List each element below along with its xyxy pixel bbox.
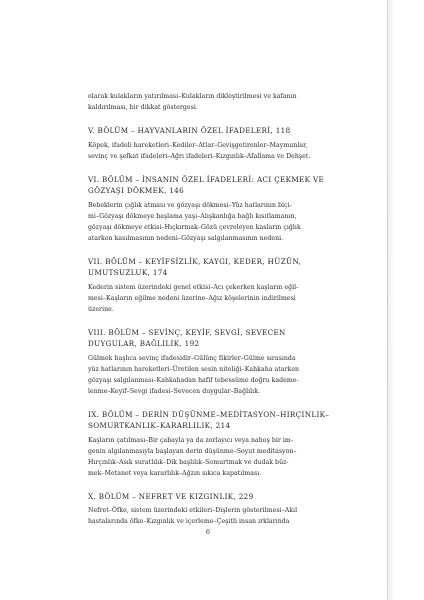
- section-heading: IX. BÖLÜM – DERİN DÜŞÜNME–MEDİTASYON–HIRÇINLIK–SOMURTKANLIK–KARARLILIK, 214: [88, 409, 330, 430]
- summary-line: lenme–Keyif–Sevgi ifadesi–Sevecen duygular–Bağlılık.: [88, 387, 261, 395]
- section-summary: [88, 435, 332, 479]
- summary-line: üzerine.: [88, 305, 114, 313]
- section-heading: VI. BÖLÜM – İNSANIN ÖZEL İFADELERİ: ACI ÇEKMEK VE GÖZYAŞI DÖKMEK, 146: [88, 174, 325, 195]
- summary-line: Kaşların çatılması–Bir çabayla ya da zorlayıcı veya nahoş bir im-: [88, 436, 293, 444]
- page-gutter-line: [387, 0, 388, 600]
- section-summary: [88, 505, 332, 527]
- toc-section-ix: [88, 409, 332, 479]
- summary-line: Köpek, ifadeli hareketleri–Kediler–Atlar–Gevişgetirenler–Maymunlar,: [88, 141, 308, 149]
- summary-line: mek–Metanet veya kararlılık–Ağzın sıkıca kapatılması.: [88, 469, 262, 477]
- table-of-contents: [88, 91, 332, 527]
- summary-line: genin algılanmasıyla başlayan derin düşünme–Soyut meditasyon–: [88, 447, 297, 455]
- page-gutter-shade: [388, 0, 394, 600]
- summary-line: Gülmek başlıca sevinç ifadesidir–Gülünç fikirler–Gülme sırasında: [88, 354, 296, 362]
- section-summary: [88, 353, 332, 397]
- section-summary: [88, 200, 332, 244]
- summary-line: Hırçınlık–Asık suratlılık–Dik başlılık–Somurtmak ve dudak büz-: [88, 458, 289, 466]
- section-summary: [88, 282, 332, 315]
- toc-section-v: [88, 125, 332, 162]
- section-heading: V. BÖLÜM – HAYVANLARIN ÖZEL İFADELERİ, 118: [88, 126, 291, 135]
- page-number: 6: [205, 528, 211, 536]
- section-heading: X. BÖLÜM – NEFRET VE KIZGINLIK, 229: [88, 491, 254, 501]
- section-summary: [88, 140, 332, 162]
- summary-line: sevinç ve şefkat ifadeleri–Ağrı ifadeleri–Kızgınlık–Afallama ve Dehşet.: [88, 152, 311, 160]
- summary-line: hastalarında öfke–Kızgınlık ve içerleme–Çeşitli insan ırklarında: [88, 518, 290, 525]
- summary-line: gözyaşı salgılanması–Kahkahadan hafif tebessüme doğru kademe-: [88, 376, 299, 384]
- summary-line: Bebeklerin çığlık atması ve gözyaşı dökmesi–Yüz hatlarının biçi-: [88, 201, 292, 209]
- intro-line: olarak kulakların yatırılması–Kulakların dikleştirilmesi ve kafanın: [88, 93, 297, 100]
- summary-line: atarken kasılmasının nedeni–Gözyaşı salgılanmasının nedeni.: [88, 234, 284, 242]
- intro-line: kaldırılması, bir dikkat göstergesi.: [88, 104, 198, 111]
- summary-line: mesi–Kaşların eğilme nedeni üzerine–Ağız köşelerinin indirilmesi: [88, 294, 296, 302]
- toc-section-x: [88, 491, 332, 528]
- section-heading: VIII. BÖLÜM – SEVİNÇ, KEYİF, SEVGİ, SEVECEN DUYGULAR, BAĞLILIK, 192: [88, 327, 286, 348]
- summary-line: mi–Gözyaşı dökmeye başlama yaşı–Alışkanlığa bağlı kısıtlamanın,: [88, 212, 297, 220]
- toc-section-vii: [88, 256, 332, 315]
- summary-line: Nefret–Öfke, sistem üzerindeki etkileri–Dişlerin gösterilmesi–Akıl: [88, 507, 298, 514]
- summary-line: Kederin sistem üzerindeki genel etkisi–Acı çekerken kaşların eğil-: [88, 283, 299, 291]
- summary-line: yüz hatlarının hareketleri–Üretilen sesin niteliği–Kahkaha atarken: [88, 365, 300, 373]
- toc-section-vi: [88, 174, 332, 244]
- toc-section-viii: [88, 327, 332, 397]
- section-heading: VII. BÖLÜM – KEYİFSİZLİK, KAYGI, KEDER, HÜZÜN, UMUTSUZLUK, 174: [88, 256, 302, 277]
- summary-line: gözyaşı dökmeye etkisi–Hıçkırmak–Gözü çevreleyen kasların çığlık: [88, 223, 301, 231]
- intro-paragraph: [88, 91, 332, 113]
